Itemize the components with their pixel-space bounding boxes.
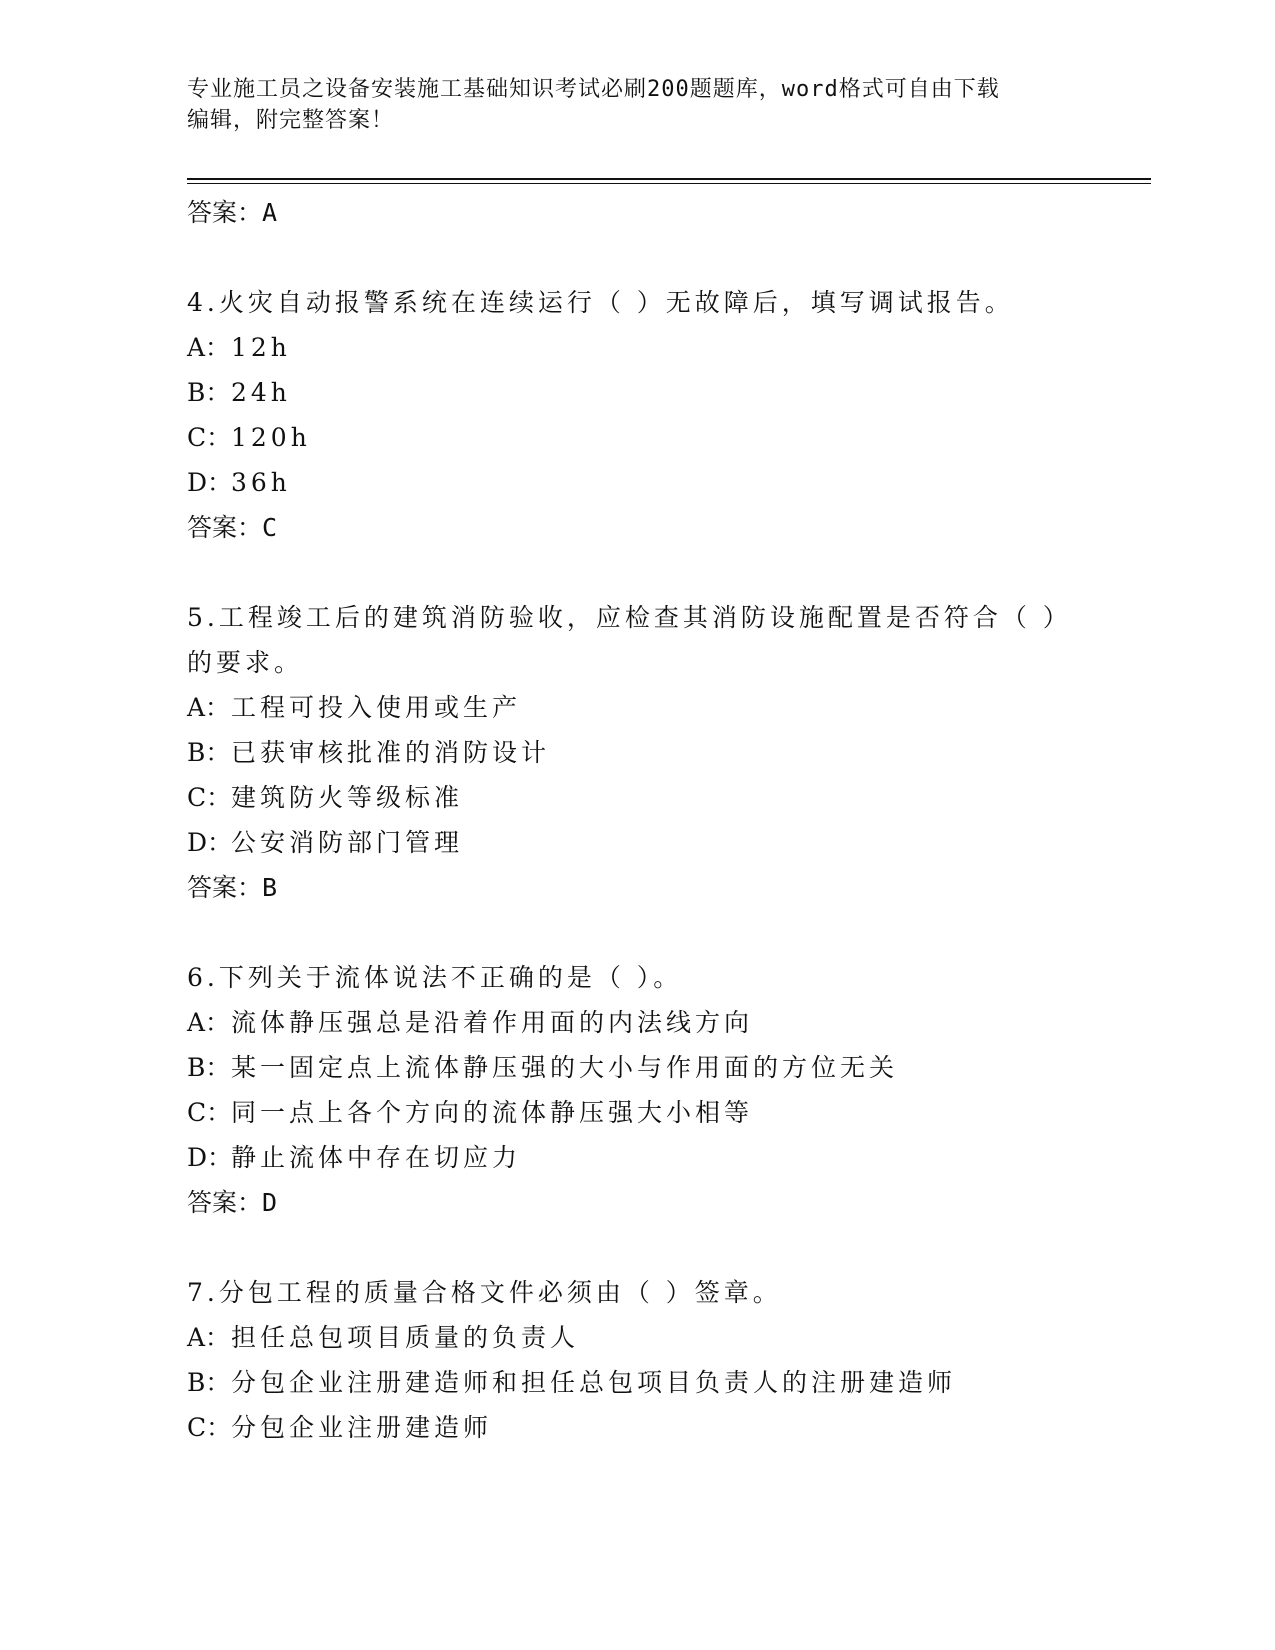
option-a xyxy=(187,325,1151,370)
option-c xyxy=(187,1405,1151,1450)
option-d xyxy=(187,460,1151,505)
answer-label: 答案：A xyxy=(187,198,278,227)
option-text: 24h xyxy=(231,378,291,407)
question-block xyxy=(187,955,1151,1225)
question-list xyxy=(187,190,1151,1450)
option-text: 36h xyxy=(231,468,291,497)
question-text: 7.分包工程的质量合格文件必须由（ ）签章。 xyxy=(187,1278,782,1307)
header-divider-thin xyxy=(187,183,1151,184)
question-block xyxy=(187,280,1151,550)
option-text: 分包企业注册建造师和担任总包项目负责人的注册建造师 xyxy=(231,1368,957,1397)
option-text: 担任总包项目质量的负责人 xyxy=(231,1323,580,1352)
option-text: 工程可投入使用或生产 xyxy=(231,693,522,722)
option-text: 流体静压强总是沿着作用面的内法线方向 xyxy=(231,1008,754,1037)
option-c xyxy=(187,1090,1151,1135)
question-text: 6.下列关于流体说法不正确的是（ ）。 xyxy=(187,963,683,992)
answer-label: 答案：D xyxy=(187,1188,278,1217)
option-key: D： xyxy=(187,828,233,857)
option-text: 12h xyxy=(231,333,291,362)
option-key: B： xyxy=(187,738,231,767)
option-text: 公安消防部门管理 xyxy=(231,828,464,857)
header-title-line-1: 专业施工员之设备安装施工基础知识考试必刷200题题库，word格式可自由下载 xyxy=(187,77,1000,102)
option-c xyxy=(187,415,1151,460)
question-block xyxy=(187,595,1151,910)
option-key: D： xyxy=(187,468,233,497)
option-a xyxy=(187,1000,1151,1045)
answer-label: 答案：C xyxy=(187,513,278,542)
option-text: 分包企业注册建造师 xyxy=(231,1413,493,1442)
option-a xyxy=(187,1315,1151,1360)
option-d xyxy=(187,820,1151,865)
option-key: C： xyxy=(187,1098,232,1127)
option-text: 同一点上各个方向的流体静压强大小相等 xyxy=(231,1098,754,1127)
option-key: B： xyxy=(187,378,231,407)
option-text: 120h xyxy=(231,423,311,452)
option-key: A： xyxy=(187,1323,231,1352)
option-text: 已获审核批准的消防设计 xyxy=(231,738,551,767)
option-key: B： xyxy=(187,1368,231,1397)
option-key: A： xyxy=(187,693,231,722)
question-text: 4.火灾自动报警系统在连续运行（ ）无故障后，填写调试报告。 xyxy=(187,288,1014,317)
question-text-line-2: 的要求。 xyxy=(187,648,304,677)
option-b xyxy=(187,370,1151,415)
option-b xyxy=(187,1360,1151,1405)
header-divider-thick xyxy=(187,178,1151,180)
answer-label: 答案：B xyxy=(187,873,278,902)
option-text: 建筑防火等级标准 xyxy=(231,783,464,812)
option-b xyxy=(187,1045,1151,1090)
option-d xyxy=(187,1135,1151,1180)
option-a xyxy=(187,685,1151,730)
option-key: D： xyxy=(187,1143,233,1172)
option-text: 某一固定点上流体静压强的大小与作用面的方位无关 xyxy=(231,1053,899,1082)
option-key: C： xyxy=(187,783,232,812)
option-text: 静止流体中存在切应力 xyxy=(231,1143,522,1172)
option-c xyxy=(187,775,1151,820)
option-key: C： xyxy=(187,1413,232,1442)
option-key: C： xyxy=(187,423,232,452)
header-title-line-2: 编辑，附完整答案！ xyxy=(187,108,395,133)
question-block xyxy=(187,1270,1151,1450)
option-key: A： xyxy=(187,1008,231,1037)
question-text-line-1: 5.工程竣工后的建筑消防验收，应检查其消防设施配置是否符合（ ） xyxy=(187,603,1072,632)
document-header xyxy=(187,74,1067,136)
option-key: B： xyxy=(187,1053,231,1082)
option-b xyxy=(187,730,1151,775)
option-key: A： xyxy=(187,333,231,362)
